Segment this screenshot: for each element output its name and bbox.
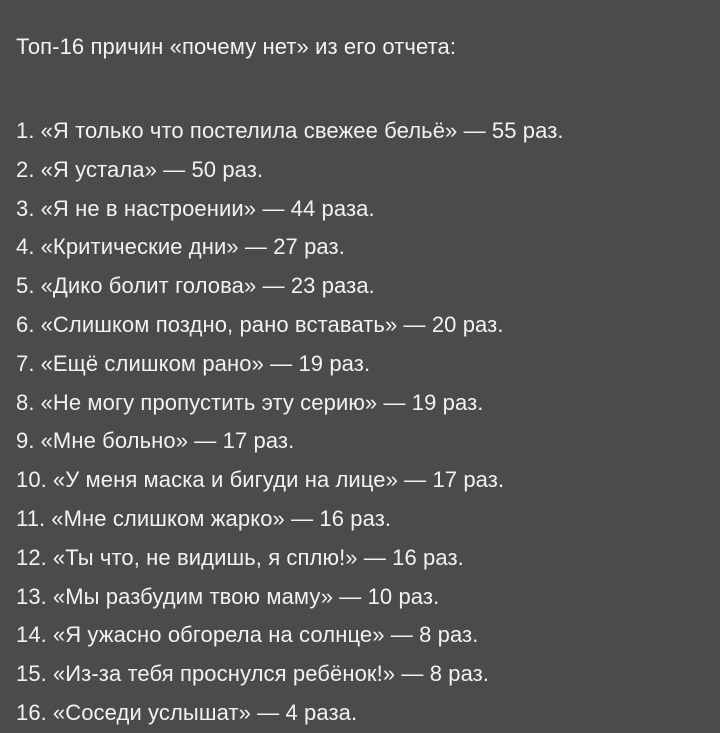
item-text: «Я только что постелила свежее бельё» — 55 раз.: [40, 118, 564, 143]
item-number: 9.: [16, 428, 35, 454]
item-number: 14.: [16, 622, 47, 648]
list-item: [16, 461, 720, 500]
list-item: [16, 345, 720, 384]
item-number: 4.: [16, 234, 35, 260]
item-text: «Из-за тебя проснулся ребёнок!» — 8 раз.: [52, 661, 490, 687]
item-number: 8.: [16, 389, 35, 415]
item-text: «Соседи услышат» — 4 раза.: [52, 699, 358, 725]
list-item: [16, 267, 720, 306]
item-number: 3.: [16, 195, 35, 221]
item-number: 15.: [16, 661, 47, 687]
item-text: «Я устала» — 50 раз.: [40, 156, 264, 182]
list-item: [16, 112, 720, 151]
item-number: 16.: [16, 699, 47, 725]
item-text: «Ещё слишком рано» — 19 раз.: [40, 350, 371, 376]
item-text: «Дико болит голова» — 23 раза.: [40, 273, 375, 299]
list-item: [16, 500, 720, 539]
item-text: «Мне слишком жарко» — 16 раз.: [51, 505, 392, 531]
list-item: [16, 228, 720, 267]
item-number: 5.: [16, 273, 35, 299]
list-item: [16, 578, 720, 617]
item-text: «Ты что, не видишь, я сплю!» — 16 раз.: [52, 544, 464, 570]
list-item: [16, 190, 720, 229]
item-text: «Я ужасно обгорела на солнце» — 8 раз.: [52, 622, 479, 648]
item-number: 10.: [16, 467, 47, 493]
reasons-list: [16, 112, 720, 733]
item-text: «Я не в настроении» — 44 раза.: [40, 195, 375, 221]
item-number: 12.: [16, 544, 47, 570]
item-text: «Слишком поздно, рано вставать» — 20 раз.: [40, 311, 504, 337]
item-text: «У меня маска и бигуди на лице» — 17 раз.: [52, 467, 505, 493]
list-item: [16, 694, 720, 733]
list-item: [16, 655, 720, 694]
item-text: «Не могу пропустить эту серию» — 19 раз.: [40, 389, 484, 415]
item-text: «Мне больно» — 17 раз.: [40, 428, 295, 454]
list-title: Топ-16 причин «почему нет» из его отчета:: [16, 34, 457, 59]
item-number: 11.: [16, 505, 46, 531]
list-item: [16, 306, 720, 345]
item-number: 1.: [16, 118, 35, 143]
item-number: 6.: [16, 311, 35, 337]
item-number: 7.: [16, 350, 35, 376]
item-text: «Критические дни» — 27 раз.: [40, 234, 345, 260]
list-item: [16, 151, 720, 190]
list-item: [16, 616, 720, 655]
list-item: [16, 384, 720, 423]
item-text: «Мы разбудим твою маму» — 10 раз.: [52, 583, 440, 609]
item-number: 2.: [16, 156, 35, 182]
item-number: 13.: [16, 583, 47, 609]
list-item: [16, 539, 720, 578]
list-item: [16, 422, 720, 461]
